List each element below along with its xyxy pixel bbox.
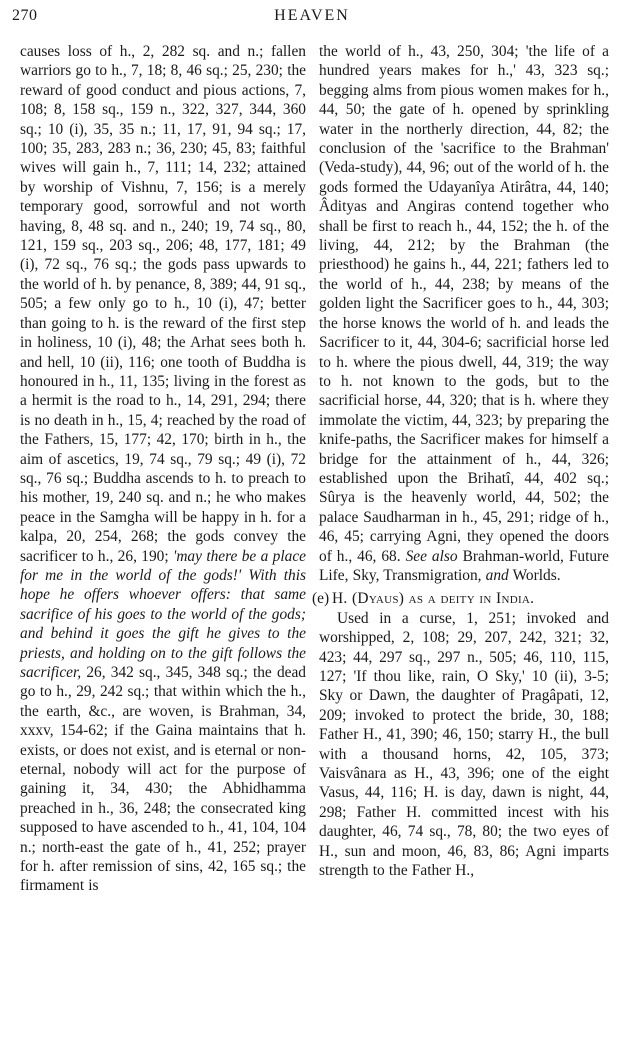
see-also-last: Worlds.: [512, 566, 561, 584]
subheading-title: H. (Dyaus) as a deity in India.: [332, 590, 535, 608]
page-number: 270: [12, 7, 38, 24]
entry-text-part1: causes loss of h., 2, 282 sq. and n.; fallen warriors go to h., 7, 18; 8, 46 sq.; 25, 230; the reward of good conduct and pious actions, 7, 108; 8, 158 sq., 159 n., 322, 327, 344, 360 sq.; 10 (i), 35, 35 n.; 11, 17, 91, 94 sq.; 17, 100; 35, 283, 283 n.; 36, 230; 45, 83; faithful wives will gain h., 7, 111; 14, 232; attained by worship of Vishnu, 7, 156; is a merely temporary good, sorrowful and not worth having, 8, 48 sq. and n., 240; 19, 74 sq., 80, 121, 159 sq., 203 sq., 206; 48, 177, 181; 49 (i), 72 sq., 76 sq.; the gods pass upwards to the world of h. by penance, 8, 389; 44, 91 sq., 505; a few only go to h., 10 (i), 47; better than going to h. is the reward of the first step in holiness, 10 (i), 48; the Arhat sees both h. and hell, 10 (ii), 116; one tooth of Buddha is honoured in h., 11, 135; living in the forest as a hermit is the road to h., 14, 291, 294; there is no death in h., 15, 4; reached by the road of the Fathers, 15, 177; 42, 170; birth in h., the aim of ascetics, 19, 74 sq., 79 sq.; 49 (i), 72 sq., 76 sq.; Buddha ascends to h. to preach to his mother, 19, 240 sq. and n.; he who makes peace in the Samgha will be happy in h. for a kalpa, 20, 254, 268; the gods convey the sacrificer to h., 26, 190;: [20, 43, 306, 565]
subheading-entry-text: Used in a curse, 1, 251; invoked and worshipped, 2, 108; 29, 207, 242, 321; 32, 423; 44, 297 sq., 297 n., 505; 46, 110, 115, 127; 'If thou like, rain, O Sky,' 10 (ii), 3-5; Sky or Dawn, the daughter of Pragâpati, 12, 209; invoked to protect the bride, 30, 188; Father H., 41, 390; 46, 150; starry H., the bull with a thousand horns, 42, 105, 373; Vaisvânara as H., 43, 396; one of the eight Vasus, 44, 116; H. is day, dawn is night, 44, 298; Father H. committed incest with his daughter, 46, 74 sq., 78, 80; the two eyes of H., sun and moon, 46, 83, 86; Agni imparts strength to the Father H.,: [319, 609, 609, 880]
page-header: [0, 4, 624, 28]
see-also-text: Brahman-world, Future Life, Sky, Transmigration,: [319, 547, 610, 584]
subheading-marker: (e): [312, 590, 330, 608]
index-entry-text: [319, 42, 609, 585]
see-also-label: See also: [405, 547, 458, 565]
right-column: [312, 42, 610, 880]
entry-text-main: the world of h., 43, 250, 304; 'the life of a hundred years makes for h.,' 43, 323 sq.; begging alms from pious women makes for h., 44, 50; the gate of h. opened by sprinkling water in the northerly direction, 44, 82; the conclusion of the 'sacrifice to the Brahman' (Veda-study), 44, 96; out of the world of h. the gods formed the Udayanîya Atirâtra, 44, 140; Âdityas and Angiras contend together who shall be first to reach h., 44, 152; the h. of the living, 44, 212; by the Brahman (the priesthood) he gains h., 44, 221; fathers led to the world of h., 44, 238; by means of the golden light the Sacrificer goes to h., 44, 303; the horse knows the world of h. and leads the Sacrificer to it, 44, 304-6; sacrificial horse led to h. where the pious dwell, 44, 319; the way to h. not known to the gods, but to the sacrificial horse, 44, 320; that is h. where they immolate the victim, 44, 323; by preparing the knife-paths, the Sacrificer makes for himself a bridge for the attainment of h., 44, 326; established upon the Brihatî, 44, 402 sq.; Sûrya is the heavenly world, 44, 502; the palace Saudharman in h., 45, 291; ridge of h., 46, 45; carrying Agni, they opened the doors of h., 46, 68.: [319, 43, 609, 565]
running-title: HEAVEN: [274, 7, 350, 24]
entry-text-part2: 26, 342 sq., 345, 348 sq.; the dead go to h., 29, 242 sq.; that within which the h., the earth, &c., are woven, is Brahman, 34, xxxv, 154-62; if the Gaina maintains that h. exists, or does not exist, and is eternal or non-eternal, nobody will act for the purpose of gaining it, 34, 430; the Abhidhamma preached in h., 36, 248; the consecrated king supposed to have ascended to h., 41, 104, 104 n.; north-east the gate of h., 41, 252; prayer for h. after remission of sins, 42, 165 sq.; the firmament is: [20, 664, 306, 895]
italic-quotation: 'may there be a place for me in the world of the gods!' With this hope he offers whoever offers: that same sacrifice of his goes to the world of the gods; and behind it goes the gift he gives to the priests, and holding on to the gift follows the sacrificer,: [20, 547, 307, 681]
index-entry-text: [20, 42, 306, 896]
and-label: and: [485, 566, 509, 584]
subheading: [312, 589, 609, 608]
left-column: [20, 42, 306, 896]
